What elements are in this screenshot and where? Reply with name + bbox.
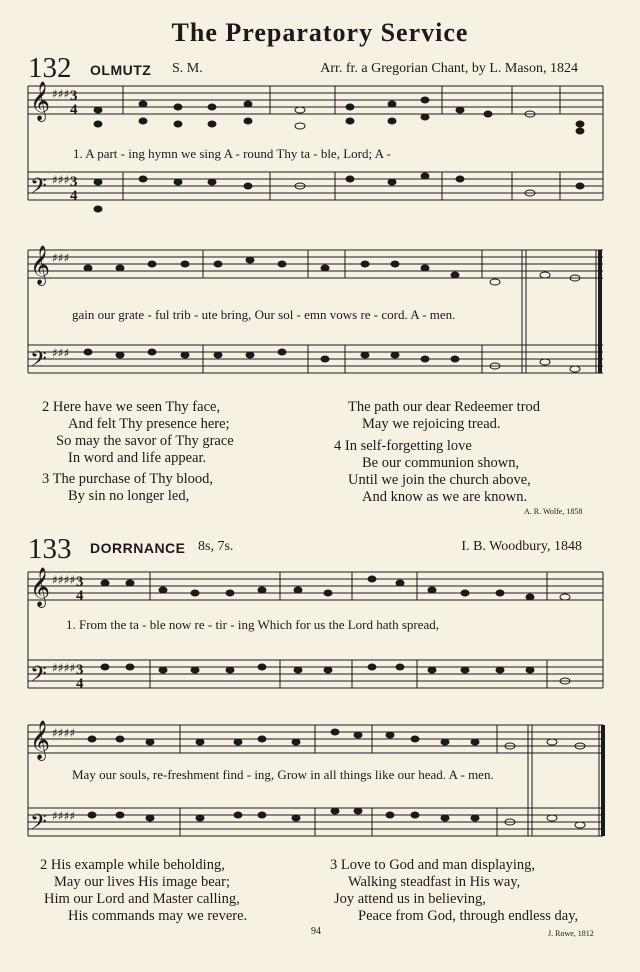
lyrics-line: 1. From the ta - ble now re - tir - ing Which for us the Lord hath spread,	[66, 617, 440, 632]
svg-text:𝄞: 𝄞	[30, 81, 51, 121]
hymn-number: 133	[28, 533, 72, 565]
svg-text:4: 4	[70, 102, 78, 118]
hymn-number: 132	[28, 52, 72, 84]
svg-text:𝄞: 𝄞	[30, 720, 51, 760]
staff-treble	[28, 86, 603, 114]
composer-credit: I. B. Woodbury, 1848	[461, 539, 582, 554]
svg-text:4: 4	[70, 188, 78, 204]
verse-3-continued: The path our dear Redeemer trod May we rejoicing tread.	[348, 399, 541, 432]
staff-bass	[28, 172, 603, 200]
svg-text:♯♯♯♯: ♯♯♯♯	[52, 809, 76, 823]
svg-text:3: 3	[70, 88, 78, 104]
lyrics-line: 1. A part - ing hymn we sing A - round Thy ta - ble, Lord; A -	[73, 146, 391, 161]
svg-text:3: 3	[76, 574, 84, 590]
page-title: The Preparatory Service	[171, 18, 469, 47]
svg-text:𝄢: 𝄢	[30, 662, 47, 692]
svg-text:4: 4	[76, 588, 84, 604]
svg-text:𝄞: 𝄞	[30, 245, 51, 285]
svg-text:♯♯♯: ♯♯♯	[52, 173, 70, 187]
tune-name: OLMUTZ	[90, 62, 152, 78]
verse-2: 2 His example while beholding, May our lives His image bear; Him our Lord and Master calling, His commands may we revere.	[40, 857, 248, 924]
page-number: 94	[311, 926, 321, 937]
svg-text:♯♯♯: ♯♯♯	[52, 346, 70, 360]
svg-text:♯♯♯: ♯♯♯	[52, 251, 70, 265]
verse-3: 3 The purchase of Thy blood, By sin no longer led,	[42, 471, 214, 504]
composer-credit: Arr. fr. a Gregorian Chant, by L. Mason, 1824	[320, 61, 578, 76]
svg-text:𝄢: 𝄢	[30, 174, 47, 204]
svg-text:♯♯♯♯: ♯♯♯♯	[52, 726, 76, 740]
svg-text:3: 3	[76, 662, 84, 678]
svg-text:𝄢: 𝄢	[30, 810, 47, 840]
author-credit: J. Rowe, 1812	[548, 929, 594, 938]
svg-text:♯♯♯: ♯♯♯	[52, 87, 70, 101]
svg-text:♯♯♯♯: ♯♯♯♯	[52, 573, 76, 587]
verse-3: 3 Love to God and man displaying, Walking steadfast in His way, Joy attend us in believing, Peace from God, through endless day,	[330, 857, 579, 924]
tune-name: DORRNANCE	[90, 540, 186, 556]
lyrics-line: gain our grate - ful trib - ute bring, Our sol - emn vows re - cord. A - men.	[72, 307, 456, 322]
svg-text:𝄢: 𝄢	[30, 347, 47, 377]
meter: 8s, 7s.	[198, 539, 234, 554]
svg-text:♯♯♯♯: ♯♯♯♯	[52, 661, 76, 675]
verse-2: 2 Here have we seen Thy face, And felt Thy presence here; So may the savor of Thy grace In word and life appear.	[42, 399, 234, 466]
author-credit: A. R. Wolfe, 1858	[524, 507, 583, 516]
lyrics-line: May our souls, re-freshment find - ing, Grow in all things like our head. A - men.	[72, 767, 494, 782]
svg-text:3: 3	[70, 174, 78, 190]
svg-text:𝄞: 𝄞	[30, 567, 51, 607]
meter: S. M.	[172, 61, 203, 76]
verse-4: 4 In self-forgetting love Be our communion shown, Until we join the church above, And know as we are known.	[334, 438, 531, 505]
svg-text:4: 4	[76, 676, 84, 692]
